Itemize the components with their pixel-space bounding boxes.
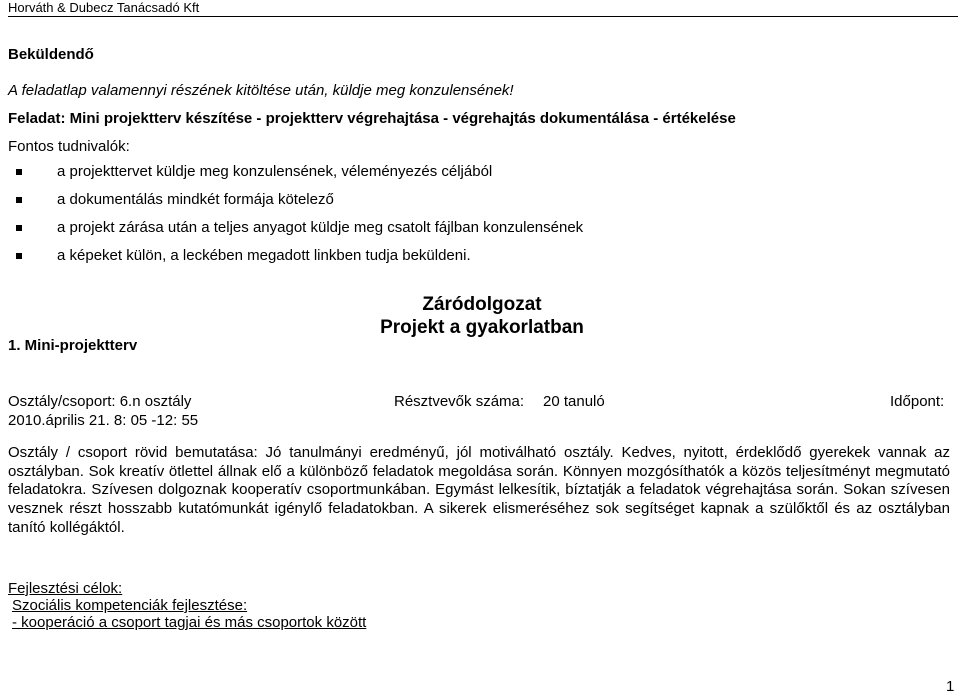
square-bullet-icon: [16, 169, 22, 175]
list-item: a projekt zárása után a teljes anyagot küldje meg csatolt fájlban konzulensének: [10, 218, 583, 246]
list-item: a projekttervet küldje meg konzulensének, véleményezés céljából: [10, 162, 583, 190]
thesis-subtitle: Projekt a gyakorlatban: [380, 317, 584, 338]
list-item: a dokumentálás mindkét formája kötelező: [10, 190, 583, 218]
notes-list: [10, 162, 583, 274]
submit-instruction: A feladatlap valamennyi részének kitöltése után, küldje meg konzulensének!: [8, 82, 514, 99]
goals-item: - kooperáció a csoport tagjai és más csoportok között: [12, 614, 367, 631]
submit-heading: Beküldendő: [8, 46, 94, 63]
class-info: Osztály/csoport: 6.n osztály: [8, 393, 192, 410]
class-description: Osztály / csoport rövid bemutatása: Jó tanulmányi eredményű, jól motiválható osztály. Kedves, nyitott, érdeklődő gyerekek vannak az osztályban. Sok kreatív ötlettel állnak elő a különböző feladatok megoldása során. Könnyen mozgósíthatók a közös teljesítményt megmutató feladatokra. Szívesen dolgoznak kooperatív csoportmunkában. Egymást lelkesítik, bíztatják a feladatok végrehajtása során. Sokan szívesen vesznek részt hosszabb kutatómunkát igénylő feladatokban. A sikerek elismeréséhez sok segítséget kapnak a szülőktől és az osztályban tanító kollégáktól.: [8, 444, 950, 536]
notes-label: Fontos tudnivalók:: [8, 138, 130, 155]
square-bullet-icon: [16, 253, 22, 259]
header-divider: [8, 16, 958, 17]
goals-heading: Fejlesztési célok:: [8, 580, 123, 597]
participants-value: 20 tanuló: [543, 393, 605, 410]
time-label: Időpont:: [890, 393, 945, 410]
section-title: 1. Mini-projektterv: [8, 337, 138, 354]
time-value: 2010.április 21. 8: 05 -12: 55: [8, 412, 199, 429]
thesis-title: Záródolgozat: [422, 294, 542, 315]
page-number: 1: [946, 678, 955, 695]
company-name: Horváth & Dubecz Tanácsadó Kft: [8, 0, 200, 15]
participants-label: Résztvevők száma:: [394, 393, 525, 410]
goals-subheading: Szociális kompetenciák fejlesztése:: [12, 597, 248, 614]
square-bullet-icon: [16, 225, 22, 231]
list-item: a képeket külön, a leckében megadott linkben tudja beküldeni.: [10, 246, 583, 274]
square-bullet-icon: [16, 197, 22, 203]
task-line: Feladat: Mini projektterv készítése - projektterv végrehajtása - végrehajtás dokumentálása - értékelése: [8, 110, 736, 127]
